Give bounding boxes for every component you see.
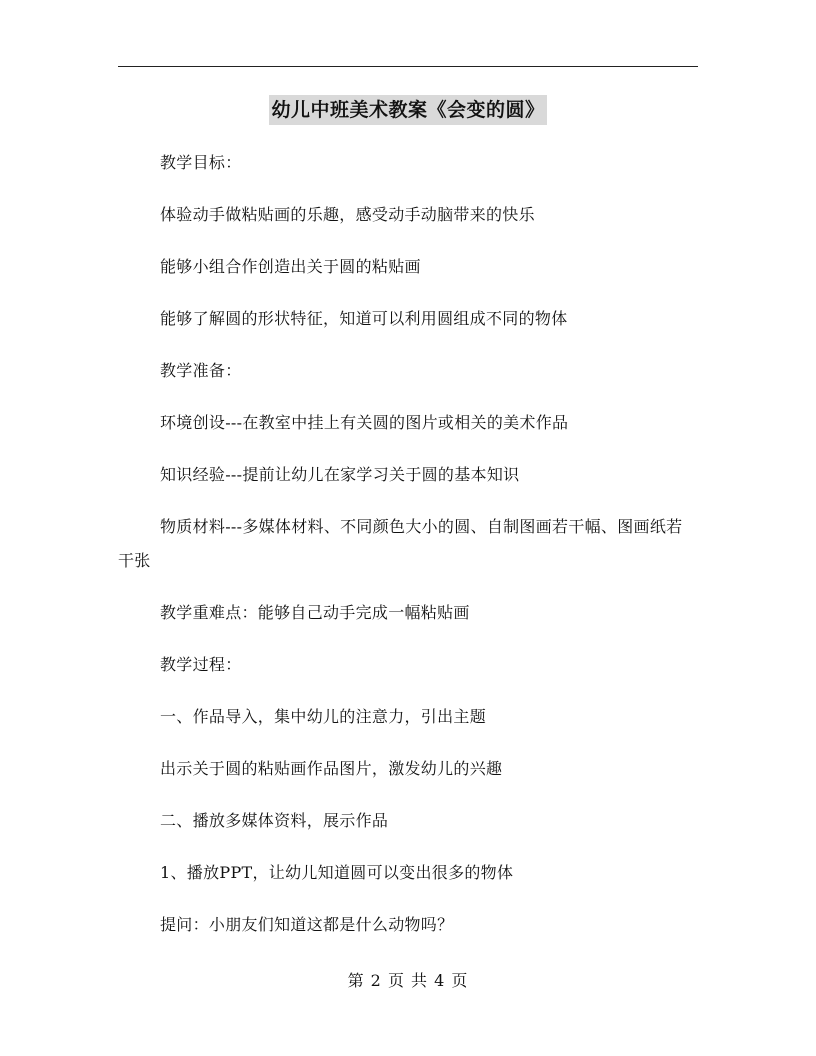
paragraph: 1、播放PPT，让幼儿知道圆可以变出很多的物体	[160, 863, 514, 882]
paragraph: 环境创设---在教室中挂上有关圆的图片或相关的美术作品	[160, 413, 569, 432]
paragraph: 体验动手做粘贴画的乐趣，感受动手动脑带来的快乐	[160, 205, 535, 224]
page-title: 幼儿中班美术教案《会变的圆》	[269, 95, 546, 125]
paragraph: 教学准备：	[160, 361, 242, 380]
document-body	[118, 146, 698, 960]
title-container	[0, 95, 816, 125]
header-rule	[118, 66, 698, 67]
paragraph: 一、作品导入，集中幼儿的注意力，引出主题	[160, 707, 487, 726]
paragraph: 教学过程：	[160, 655, 242, 674]
paragraph: 二、播放多媒体资料，展示作品	[160, 811, 389, 830]
paragraph: 知识经验---提前让幼儿在家学习关于圆的基本知识	[160, 465, 520, 484]
paragraph: 能够了解圆的形状特征，知道可以利用圆组成不同的物体	[160, 309, 568, 328]
paragraph: 提问：小朋友们知道这都是什么动物吗？	[160, 915, 454, 934]
paragraph: 教学重难点：能够自己动手完成一幅粘贴画	[160, 603, 470, 622]
paragraph: 出示关于圆的粘贴画作品图片，激发幼儿的兴趣	[160, 759, 503, 778]
paragraph: 教学目标：	[160, 153, 242, 172]
paragraph: 物质材料---多媒体材料、不同颜色大小的圆、自制图画若干幅、图画纸若干张	[118, 517, 683, 570]
page-footer: 第 2 页 共 4 页	[347, 971, 469, 990]
paragraph: 能够小组合作创造出关于圆的粘贴画	[160, 257, 421, 276]
